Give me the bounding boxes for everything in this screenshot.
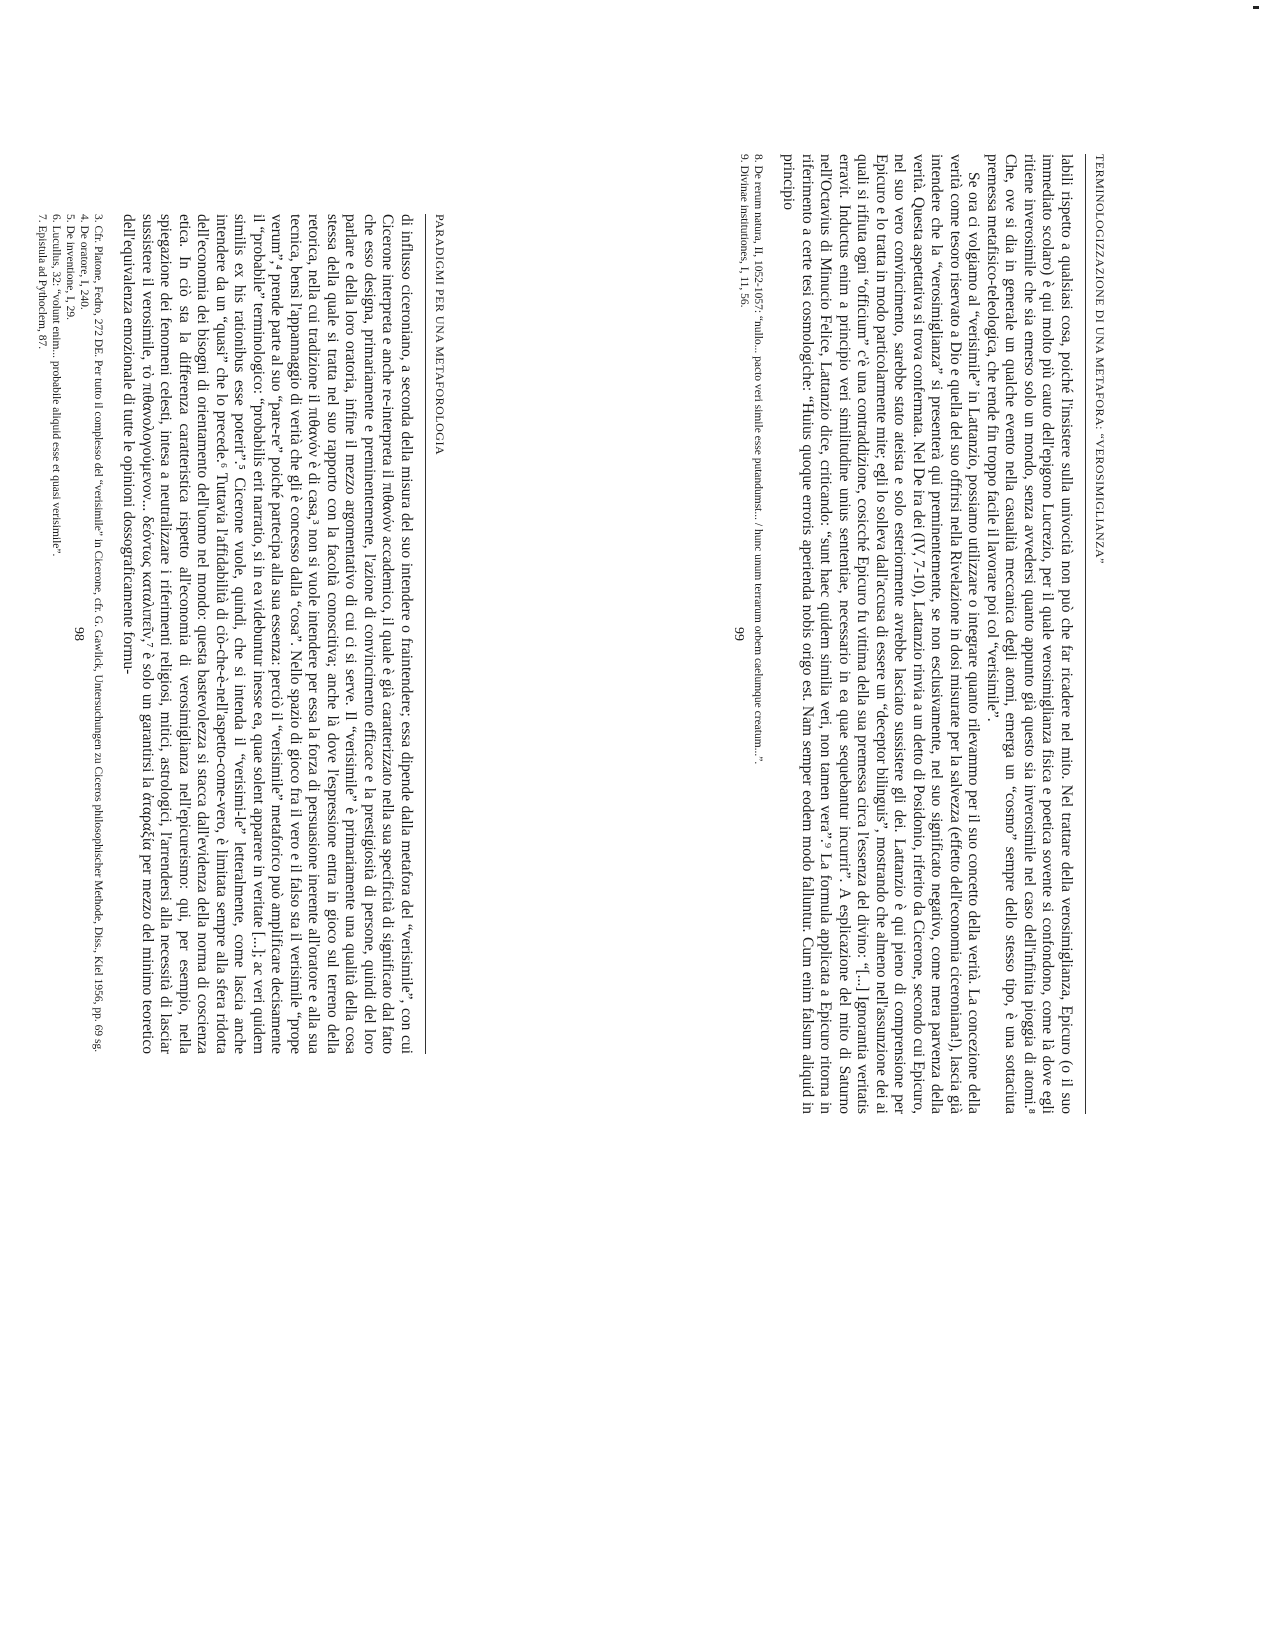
running-head: PARADIGMI PER UNA METAFOROLOGIA xyxy=(433,214,447,456)
header-rule xyxy=(425,214,426,1054)
page-99 xyxy=(731,154,1110,1114)
footnote: 5. De inventione, I, 29. xyxy=(64,214,76,321)
running-head: TERMINOLOGIZZAZIONE DI UNA METAFORA: “VEROSIMIGLIANZA” xyxy=(1093,154,1107,564)
body-text xyxy=(119,214,415,1054)
paragraph: Se ora ci volgiamo al “verisimile” in Lattanzio, possiamo utilizzare o integrare quanto rilevammo per il suo concetto della verità. La concezione della verità come tesoro riservato a Dio e quella del suo offrirsi nella Rivelazione in dosi misurate per la salvezza (effetto dell'economia ciceroniana!), lascia già intendere che la “verosimiglianza” si presenterà qui preminentemente, se non esclusivamente, nel suo significato negativo, come mera parvenza della verità. Questa aspettativa si trova confermata. Nel De ira dei (IV, 7-10), Lattanzio rinvia a un detto di Posidonio, riferito da Cicerone, secondo cui Epicuro, nel suo vero convincimento, sarebbe stato ateista e solo esteriormente avrebbe lasciato sussistere gli dei. Lattanzio è qui pieno di comprensione per Epicuro e lo tratta in modo particolarmente mite; egli lo solleva dall'accusa di essere un “deceptor bilinguis”, mostrando che almeno nell'assunzione dei ai quali si rifiuta ogni “officium” c'è una contraddizione, cosicché Epicuro fu vittima della sua premessa circa l'essenza del divino: “[...] Ignorantia veritatis erravit. Inductus enim a principio veri similitudine unius sententiae, necessario in ea quae sequebantur incurrit”. A esplicazione del mito di Saturno nell'Octavius di Minucio Felice, Lattanzio dice, criticando: “sunt haec quidem similia veri, non tamen vera”.⁹ La formula applicata a Epicuro ritorna in riferimento a certe tesi cosmologiche: “Huius quoque erroris aperienda nobis origo est. Nam semper eodem modo falluntur. Cum enim falsum aliquid in principio xyxy=(780,154,983,1114)
footnote: 6. Lucullus, 32: “volunt enim... probabile aliquid esse et quasi verisimile”. xyxy=(50,214,62,557)
footnote: 3. Cfr. Platone, Fedro, 272 DE. Per tutto il complesso del “verisimile” in Cicerone, cfr. G. Gawlick, Untersuchungen zu Ciceros philosophischer Methode, Diss., Kiel 1956, pp. 69 sg. xyxy=(92,214,104,1053)
body-text xyxy=(779,154,1075,1114)
paragraph: labili rispetto a qualsiasi cosa, poiché l'insistere sulla univocità non può che far ricadere nel mito. Nel trattare della verosimiglianza, Epicuro (o il suo immediato scolaro) è qui molto più cauto dell'epigono Lucrezio, per il quale verosimiglianza fisica e poetica sovente si confondono, come là dove egli ritiene inverosimile che sia emerso solo un mondo, senza avvedersi quanto appunto già questo sia inverosimile nel caso dell'infinita pioggia di atomi.⁸ Che, ove si dia in generale un qualche evento nella casualità meccanica degli atomi, emerga un “cosmo” sempre dello stesso tipo, è una sottaciuta premessa metafisico-teleologica, che rende fin troppo facile il lavorare poi col “verisimile”. xyxy=(984,154,1075,1114)
footnote: 7. Epistula ad Pythoclem, 87. xyxy=(36,214,48,350)
scan-mark xyxy=(1253,6,1259,9)
paragraph: di influsso ciceroniano, a seconda della misura del suo intendere o fraintendere; essa dipende dalla metafora del “verisimile”, con cui Cicerone interpreta e anche re-interpreta il πιθανόν accademico, il quale è già caratterizzato nella sua specificità di significato dal fatto che esso designa, primariamente e preminentemente, l'azione di convincimento efficace e la prestigiosità di persone, quindi del loro parlare e della loro oratoria, infine il mezzo argomentativo di cui ci si serve. Il “verisimile” è primariamente una qualità della cosa stessa della quale si tratta nel suo rapporto con la facoltà conoscitiva; anche là dove l'espressione entra in gioco sul terreno della retorica, nella cui tradizione il πιθανόν è di casa,³ non si vuole intendere per essa la forza di persuasione inerente all'oratore e alla sua tecnica, bensì l'appannaggio di verità che gli è concesso dalla “cosa”. Nello spazio di gioco fra il vero e il falso sta il verisimile “prope verum”,⁴ prende parte al suo “pare-re” poiché partecipa alla sua essenza: perciò il “verisimile” metaforico può amplificare decisamente il “probabile” terminologico: “probabilis erit narratio, si in ea videbuntur inesse ea, quae solent apparere in veritate [...]; ac veri quidem similis ex his rationibus esse poterit”.⁵ Cicerone vuole, quindi, che si intenda il “verisimi-le” letteralmente, come lascia anche intendere da un “quasi” che lo precede.⁶ Tuttavia l'affidabilità di ciò-che-è-nell'aspetto-come-vero, è limitata sempre alla sfera ridotta dell'economia dei bisogni di orientamento dell'uomo nel mondo: questa bastevolezza si stacca dall'evidenza della norma di coscienza etica. In ciò sta la differenza caratteristica rispetto all'economia di verosimiglianza nell'epicureismo: qui, per esempio, nella spiegazione dei fenomeni celesti, intesa a neutralizzare i riferimenti religiosi, mitici, astrologici, l'arrendersi alla necessità di lasciar sussistere il verosimile, τὸ πιθανολογούμενον... δεόντως καταλιπεῖν,⁷ è solo un garantirsi la ἀταραξία per mezzo del minimo teoretico dell'equivalenza emozionale di tutte le opinioni dossograficamente formu- xyxy=(120,214,415,1054)
page-number: 98 xyxy=(71,627,86,641)
page-number: 99 xyxy=(731,627,746,641)
footnote: 4. De oratore, I, 240. xyxy=(78,214,90,310)
footnote: 8. De rerum natura, II, 1052-1057: “nullo... pacto veri simile esse putandumst... / hunc unum terrarum orbem caelumque creatum...”. xyxy=(752,154,764,765)
footnote: 9. Divinae institutiones, I, 11, 56. xyxy=(738,154,750,308)
page-98 xyxy=(36,214,450,1054)
header-rule xyxy=(1085,154,1086,1114)
